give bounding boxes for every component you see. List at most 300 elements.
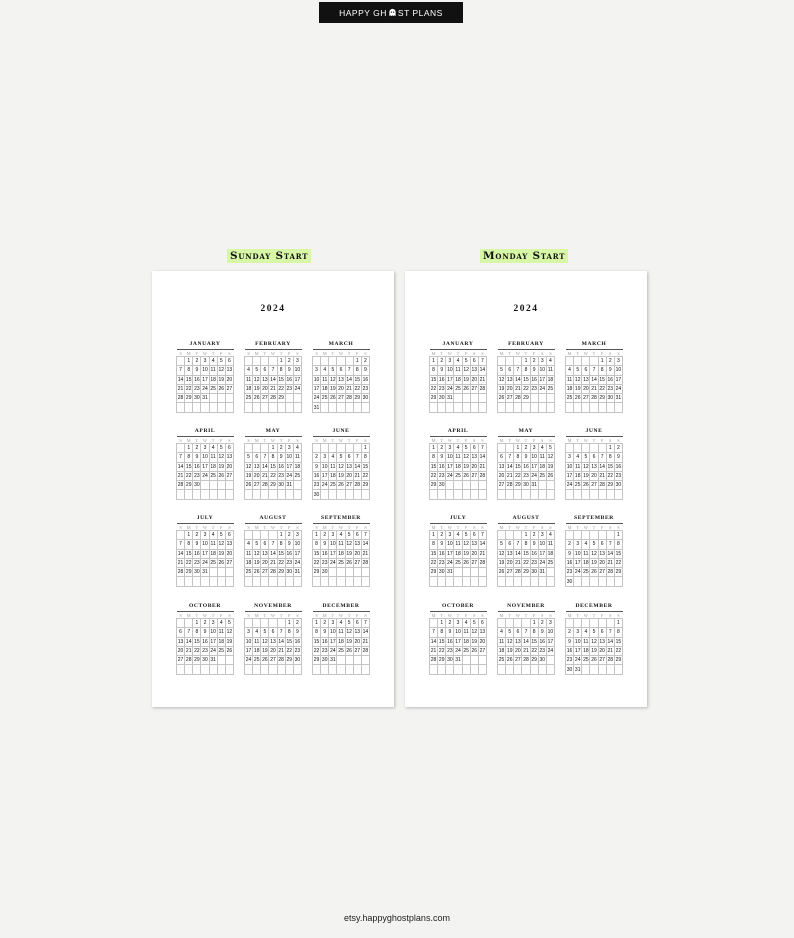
- week-row: [245, 481, 302, 490]
- day-cell: 29: [286, 657, 293, 664]
- day-cell: 13: [354, 629, 361, 636]
- week-row: [430, 531, 487, 540]
- day-cell: 9: [293, 628, 301, 637]
- month-december: [565, 602, 623, 675]
- day-cell: 6: [514, 628, 522, 637]
- weekday-header: M: [321, 612, 329, 619]
- day-cell: 22: [270, 473, 276, 480]
- day-cell: [321, 665, 329, 674]
- day-cell: 9: [614, 453, 622, 462]
- weekday-header: S: [361, 350, 369, 357]
- day-cell: 27: [471, 386, 478, 393]
- week-row: [566, 665, 623, 674]
- day-cell: [293, 481, 301, 490]
- month-may: [497, 427, 555, 500]
- day-cell: [582, 665, 590, 674]
- day-cell: 5: [462, 531, 470, 540]
- day-cell: [546, 665, 554, 674]
- day-cell: 22: [615, 648, 622, 655]
- month-table: [244, 436, 302, 500]
- day-cell: 17: [202, 463, 208, 470]
- month-table: [312, 523, 370, 587]
- week-row: [430, 462, 487, 471]
- weekday-header: W: [202, 612, 208, 618]
- day-cell: 30: [566, 578, 573, 585]
- day-cell: [285, 394, 293, 403]
- day-cell: 30: [539, 657, 546, 664]
- week-row: [245, 462, 302, 471]
- day-cell: 5: [217, 531, 225, 540]
- day-cell: 27: [346, 482, 352, 489]
- weekday-header: T: [522, 524, 530, 531]
- day-cell: [225, 481, 233, 490]
- day-cell: 9: [277, 453, 285, 462]
- week-row: [566, 453, 623, 462]
- day-cell: [446, 490, 454, 499]
- day-cell: 17: [447, 463, 453, 470]
- day-cell: 12: [330, 376, 336, 383]
- day-cell: 29: [185, 482, 192, 489]
- day-cell: 13: [471, 367, 478, 374]
- day-cell: 3: [201, 357, 209, 366]
- day-cell: 31: [330, 657, 336, 664]
- weekday-header: F: [530, 612, 538, 619]
- day-cell: 6: [598, 628, 606, 637]
- day-cell: [538, 490, 546, 499]
- week-row: [430, 540, 487, 549]
- month-table: [497, 436, 555, 500]
- day-cell: 18: [294, 463, 301, 470]
- day-cell: 18: [210, 463, 216, 470]
- day-cell: 18: [566, 386, 573, 393]
- day-cell: 25: [338, 560, 344, 567]
- weekday-header: T: [574, 524, 582, 531]
- day-cell: [574, 490, 582, 499]
- day-cell: [498, 577, 506, 586]
- month-september: [312, 514, 370, 587]
- weekday-header: M: [253, 437, 261, 444]
- day-cell: 10: [547, 629, 554, 636]
- day-cell: [506, 531, 514, 540]
- weekday-header: T: [590, 524, 598, 531]
- day-cell: [582, 490, 590, 499]
- day-cell: 20: [253, 473, 260, 480]
- day-cell: 22: [313, 648, 320, 655]
- day-cell: [293, 665, 301, 674]
- day-cell: 30: [321, 569, 328, 576]
- day-cell: [217, 656, 225, 665]
- day-cell: 4: [454, 531, 462, 540]
- weekday-header: S: [245, 524, 253, 531]
- day-cell: 28: [362, 560, 369, 567]
- day-cell: [590, 444, 598, 453]
- day-cell: 2: [201, 619, 209, 628]
- day-cell: 21: [270, 560, 276, 567]
- week-row: [566, 357, 623, 366]
- day-cell: 14: [430, 638, 437, 645]
- day-cell: [217, 490, 225, 499]
- weekday-header: M: [185, 612, 193, 619]
- day-cell: 3: [285, 444, 293, 453]
- weekday-header: W: [583, 437, 588, 443]
- day-cell: 14: [515, 550, 521, 557]
- day-cell: 7: [177, 366, 185, 375]
- day-cell: 24: [455, 648, 461, 655]
- weekday-header: T: [590, 350, 598, 357]
- day-cell: 25: [210, 386, 216, 393]
- week-row: [313, 540, 370, 549]
- day-cell: 23: [194, 473, 200, 480]
- day-cell: 27: [177, 657, 184, 664]
- week-row: [430, 453, 487, 462]
- day-cell: 27: [591, 482, 597, 489]
- weekday-header: F: [598, 524, 606, 531]
- day-cell: 22: [313, 560, 320, 567]
- weekday-header: S: [361, 612, 369, 619]
- month-table: [565, 611, 623, 675]
- day-cell: [321, 577, 329, 586]
- day-cell: 9: [522, 453, 530, 462]
- day-cell: 5: [245, 453, 253, 462]
- week-row: [498, 453, 555, 462]
- day-cell: [582, 403, 590, 412]
- weekday-header: W: [338, 524, 344, 530]
- day-cell: [177, 665, 185, 674]
- day-cell: 25: [498, 657, 505, 664]
- day-cell: 18: [245, 386, 252, 393]
- day-cell: 31: [286, 482, 293, 489]
- weekday-header: F: [353, 350, 361, 357]
- day-cell: [478, 577, 486, 586]
- day-cell: 10: [447, 541, 453, 548]
- weekday-header: T: [506, 350, 514, 357]
- day-cell: 11: [498, 638, 505, 645]
- day-cell: 17: [294, 376, 301, 383]
- weekday-header: M: [430, 437, 438, 444]
- day-cell: 2: [293, 619, 301, 628]
- day-cell: 20: [479, 638, 486, 645]
- day-cell: [185, 403, 193, 412]
- day-cell: 10: [202, 367, 208, 374]
- week-row: [245, 540, 302, 549]
- day-cell: 2: [530, 357, 538, 366]
- week-row: [566, 366, 623, 375]
- day-cell: 10: [574, 550, 581, 557]
- day-cell: 19: [498, 560, 505, 567]
- day-cell: 30: [362, 395, 369, 402]
- day-cell: 13: [506, 550, 513, 557]
- day-cell: [217, 481, 225, 490]
- day-cell: [498, 665, 506, 674]
- day-cell: 19: [463, 550, 469, 557]
- day-cell: 12: [498, 376, 505, 383]
- day-cell: [566, 357, 574, 366]
- day-cell: 29: [362, 482, 369, 489]
- weekday-header: T: [438, 437, 446, 444]
- weekday-header: W: [270, 437, 276, 443]
- month-july: [176, 514, 234, 587]
- day-cell: 19: [253, 560, 260, 567]
- day-cell: 30: [294, 657, 301, 664]
- day-cell: 5: [345, 619, 353, 628]
- month-table: [565, 436, 623, 500]
- day-cell: [321, 490, 329, 499]
- day-cell: 28: [346, 395, 352, 402]
- day-cell: [269, 403, 277, 412]
- day-cell: [574, 403, 582, 412]
- day-cell: 14: [362, 541, 369, 548]
- week-row: [245, 646, 302, 655]
- day-cell: 3: [446, 444, 454, 453]
- weekday-header: M: [253, 612, 261, 619]
- month-table: [176, 436, 234, 500]
- day-cell: 21: [523, 648, 529, 655]
- day-cell: 14: [362, 629, 369, 636]
- day-cell: [177, 444, 185, 453]
- month-name: OCTOBER: [441, 603, 475, 609]
- month-august: [244, 514, 302, 587]
- day-cell: 2: [321, 531, 329, 540]
- day-cell: 7: [522, 628, 530, 637]
- day-cell: 17: [286, 463, 293, 470]
- day-cell: 7: [478, 531, 486, 540]
- day-cell: 30: [607, 395, 614, 402]
- day-cell: 9: [446, 628, 454, 637]
- day-cell: 20: [599, 648, 605, 655]
- day-cell: 14: [591, 376, 597, 383]
- day-cell: [582, 577, 590, 586]
- weekday-header: T: [193, 437, 201, 444]
- day-cell: [546, 656, 554, 665]
- day-cell: 2: [606, 357, 614, 366]
- weekday-header: F: [462, 350, 470, 357]
- day-cell: 23: [607, 386, 614, 393]
- weekday-header: T: [345, 350, 353, 357]
- day-cell: [438, 490, 446, 499]
- day-cell: [329, 357, 337, 366]
- day-cell: 28: [523, 657, 529, 664]
- day-cell: 24: [202, 386, 208, 393]
- day-cell: 26: [346, 648, 352, 655]
- day-cell: 16: [194, 463, 200, 470]
- day-cell: 8: [313, 628, 321, 637]
- day-cell: 30: [615, 482, 622, 489]
- day-cell: 15: [185, 463, 192, 470]
- day-cell: 23: [321, 648, 328, 655]
- day-cell: 23: [362, 386, 369, 393]
- weekday-header: F: [462, 524, 470, 531]
- day-cell: 8: [522, 366, 530, 375]
- day-cell: 4: [454, 357, 462, 366]
- day-cell: [245, 619, 253, 628]
- day-cell: 25: [210, 560, 216, 567]
- day-cell: 19: [262, 648, 268, 655]
- day-cell: 5: [217, 357, 225, 366]
- day-cell: 13: [354, 541, 361, 548]
- day-cell: 12: [218, 454, 225, 461]
- day-cell: 12: [498, 550, 505, 557]
- day-cell: [454, 481, 462, 490]
- day-cell: 9: [438, 366, 446, 375]
- day-cell: [590, 531, 598, 540]
- week-row: [566, 444, 623, 453]
- month-table: [312, 611, 370, 675]
- day-cell: 15: [185, 376, 192, 383]
- day-cell: [514, 403, 522, 412]
- day-cell: 30: [321, 657, 328, 664]
- day-cell: 2: [193, 531, 201, 540]
- day-cell: 1: [598, 357, 606, 366]
- month-table: [497, 349, 555, 413]
- day-cell: 7: [606, 628, 614, 637]
- month-december: [312, 602, 370, 675]
- day-cell: 13: [591, 463, 597, 470]
- day-cell: 4: [582, 628, 590, 637]
- day-cell: 2: [277, 444, 285, 453]
- weekday-header: T: [277, 350, 285, 357]
- month-january: [176, 340, 234, 413]
- day-cell: 19: [583, 473, 589, 480]
- day-cell: [566, 619, 574, 628]
- weekday-header: M: [185, 437, 193, 444]
- day-cell: 20: [262, 386, 268, 393]
- week-row: [566, 637, 623, 646]
- day-cell: 24: [447, 386, 453, 393]
- day-cell: 16: [566, 560, 573, 567]
- day-cell: 6: [470, 357, 478, 366]
- day-cell: 14: [346, 376, 352, 383]
- day-cell: 3: [446, 531, 454, 540]
- day-cell: 31: [294, 569, 301, 576]
- week-row: [313, 558, 370, 567]
- day-cell: 22: [278, 386, 284, 393]
- day-cell: 28: [430, 657, 437, 664]
- day-cell: 7: [261, 453, 269, 462]
- day-cell: 31: [447, 569, 453, 576]
- week-row: [245, 444, 302, 453]
- day-cell: 10: [330, 541, 336, 548]
- day-cell: 4: [209, 357, 217, 366]
- weekday-header: T: [261, 350, 269, 357]
- day-cell: [253, 490, 261, 499]
- day-cell: [337, 665, 345, 674]
- day-cell: 24: [294, 386, 301, 393]
- week-row: [498, 375, 555, 384]
- day-cell: [345, 577, 353, 586]
- week-row: [313, 619, 370, 628]
- weekday-header: F: [217, 437, 225, 444]
- day-cell: [478, 568, 486, 577]
- day-cell: [185, 619, 193, 628]
- weekday-header: F: [217, 524, 225, 531]
- brand-text-left: HAPPY GH: [339, 7, 387, 18]
- day-cell: 8: [438, 628, 446, 637]
- week-row: [177, 403, 234, 412]
- day-cell: 10: [321, 463, 328, 470]
- day-cell: 23: [202, 648, 208, 655]
- day-cell: 6: [225, 444, 233, 453]
- day-cell: 14: [354, 463, 361, 470]
- month-name: JULY: [196, 515, 214, 521]
- day-cell: 13: [479, 629, 486, 636]
- day-cell: 13: [599, 550, 605, 557]
- day-cell: 25: [294, 473, 301, 480]
- day-cell: 10: [210, 629, 216, 636]
- weekday-header: T: [506, 524, 514, 531]
- day-cell: 2: [446, 619, 454, 628]
- month-name: AUGUST: [259, 515, 287, 521]
- weekday-header: T: [277, 437, 285, 444]
- week-row: [566, 656, 623, 665]
- weekday-header: W: [515, 612, 520, 618]
- day-cell: 22: [607, 473, 614, 480]
- day-cell: [478, 403, 486, 412]
- day-cell: 9: [193, 366, 201, 375]
- day-cell: 26: [262, 657, 268, 664]
- week-row: [245, 357, 302, 366]
- day-cell: 23: [615, 473, 622, 480]
- calendar-page-monday: [405, 271, 647, 707]
- day-cell: 14: [479, 541, 486, 548]
- week-row: [566, 394, 623, 403]
- day-cell: 31: [455, 657, 461, 664]
- day-cell: [245, 403, 253, 412]
- day-cell: 26: [547, 473, 554, 480]
- weekday-header: T: [329, 437, 337, 444]
- week-row: [313, 471, 370, 480]
- day-cell: 21: [479, 376, 486, 383]
- day-cell: 18: [245, 560, 252, 567]
- day-cell: 13: [226, 454, 233, 461]
- day-cell: 19: [463, 463, 469, 470]
- week-row: [498, 394, 555, 403]
- day-cell: 21: [362, 550, 369, 557]
- weekday-header: T: [345, 612, 353, 619]
- weekday-header: S: [614, 524, 622, 531]
- day-cell: [217, 568, 225, 577]
- day-cell: 30: [194, 395, 200, 402]
- weekday-header: W: [447, 524, 452, 530]
- day-cell: [269, 357, 277, 366]
- week-row: [313, 357, 370, 366]
- day-cell: 15: [354, 376, 361, 383]
- weekday-header: M: [321, 350, 329, 357]
- day-cell: [209, 568, 217, 577]
- day-cell: [546, 568, 554, 577]
- month-may: [244, 427, 302, 500]
- day-cell: 22: [615, 560, 622, 567]
- day-cell: 1: [277, 531, 285, 540]
- day-cell: 5: [329, 366, 337, 375]
- day-cell: 14: [270, 376, 276, 383]
- day-cell: [225, 490, 233, 499]
- week-row: [177, 357, 234, 366]
- day-cell: 6: [269, 628, 277, 637]
- day-cell: 3: [293, 531, 301, 540]
- weekday-header: S: [245, 437, 253, 444]
- day-cell: [538, 665, 546, 674]
- day-cell: 7: [345, 366, 353, 375]
- day-cell: 31: [615, 395, 622, 402]
- day-cell: 27: [583, 395, 589, 402]
- weekday-header: M: [566, 437, 574, 444]
- week-row: [430, 384, 487, 393]
- month-name: AUGUST: [512, 515, 540, 521]
- month-name: JANUARY: [442, 341, 474, 347]
- week-row: [313, 403, 370, 412]
- day-cell: 9: [530, 366, 538, 375]
- day-cell: [606, 665, 614, 674]
